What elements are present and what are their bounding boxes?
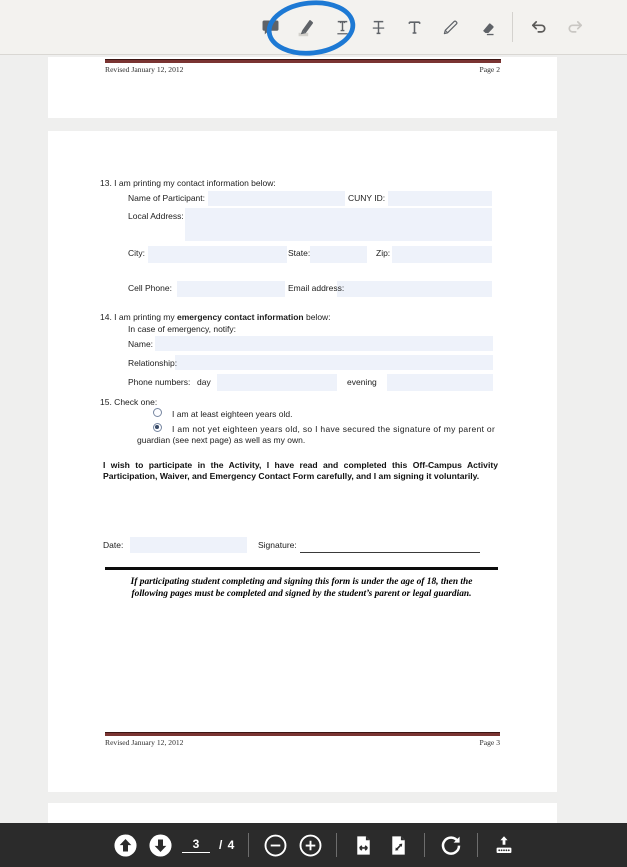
document-page-2 — [48, 57, 557, 118]
zip-field[interactable] — [392, 246, 492, 263]
text-icon — [405, 18, 424, 37]
viewer-bottom-toolbar — [0, 823, 627, 867]
phone-numbers-label: Phone numbers: — [128, 377, 191, 387]
state-label: State: — [288, 248, 311, 258]
toolbar-divider — [512, 12, 513, 42]
radio-at-least-eighteen-label: I am at least eighteen years old. — [172, 409, 293, 419]
page3-footer-pagenum: Page 3 — [479, 738, 500, 747]
fit-page-icon — [387, 834, 410, 857]
email-label: Email address: — [288, 283, 345, 293]
emergency-name-field[interactable] — [155, 336, 493, 351]
erase-tool-button[interactable] — [474, 15, 498, 39]
keyboard-up-icon — [492, 833, 516, 857]
page3-footer-revised: Revised January 12, 2012 — [105, 738, 184, 747]
fit-width-button[interactable] — [350, 832, 376, 858]
item13-heading: 13. I am printing my contact information below: — [100, 178, 276, 188]
bottom-toolbar-divider — [248, 833, 249, 857]
strikethrough-text-icon — [369, 18, 388, 37]
page-up-icon — [113, 833, 138, 858]
page3-footer-rule — [105, 732, 500, 736]
redo-button[interactable] — [563, 15, 587, 39]
phone-day-label: day — [197, 377, 211, 387]
item15-heading: 15. Check one: — [100, 397, 158, 407]
zip-label: Zip: — [376, 248, 391, 258]
undo-button[interactable] — [527, 15, 551, 39]
name-of-participant-field[interactable] — [208, 191, 345, 206]
phone-evening-label: evening — [347, 377, 377, 387]
eraser-icon — [477, 18, 496, 37]
guardian-note — [105, 576, 498, 600]
radio-not-yet-eighteen-label-line2: guardian (see next page) as well as my own. — [137, 435, 306, 445]
redo-icon — [565, 17, 585, 37]
rotate-button[interactable] — [438, 832, 464, 858]
notify-label: In case of emergency, notify: — [128, 324, 237, 334]
local-address-field[interactable] — [185, 208, 492, 241]
phone-evening-field[interactable] — [387, 374, 493, 391]
zoom-in-icon — [298, 833, 323, 858]
phone-day-field[interactable] — [217, 374, 337, 391]
name-of-participant-label: Name of Participant: — [128, 193, 206, 203]
signature-line — [300, 537, 480, 553]
guardian-note-line1: If participating student completing and signing this form is under the age of 18, then the — [130, 577, 473, 587]
page-down-button[interactable] — [147, 832, 173, 858]
bottom-toolbar-divider — [477, 833, 478, 857]
email-field[interactable] — [337, 281, 492, 297]
item14-heading — [100, 313, 331, 322]
date-label: Date: — [103, 540, 124, 550]
page2-footer-rule — [105, 59, 501, 63]
page-down-icon — [148, 833, 173, 858]
toolbar-keyboard-button[interactable] — [491, 832, 517, 858]
city-label: City: — [128, 248, 145, 258]
annotation-toolbar — [0, 0, 627, 55]
strikethrough-text-tool-button[interactable] — [366, 15, 390, 39]
fit-page-button[interactable] — [385, 832, 411, 858]
guardian-note-line2: following pages must be completed and signed by the student’s parent or legal guardian. — [131, 589, 472, 599]
bottom-toolbar-divider — [336, 833, 337, 857]
add-text-tool-button[interactable] — [402, 15, 426, 39]
radio-not-yet-eighteen-label-line1: I am not yet eighteen years old, so I have secured the signature of my parent or — [172, 424, 496, 434]
page-number-input[interactable] — [182, 837, 210, 853]
highlighter-tool-button[interactable] — [294, 15, 318, 39]
document-page-3 — [48, 131, 557, 792]
rotate-icon — [439, 833, 463, 857]
viewer-bottom-toolbar-row — [112, 823, 517, 867]
item14-heading-suffix: below: — [303, 312, 331, 322]
underline-text-tool-button[interactable] — [330, 15, 354, 39]
bottom-toolbar-divider — [424, 833, 425, 857]
document-page-4 — [48, 803, 557, 823]
comment-icon — [261, 18, 280, 37]
zoom-in-button[interactable] — [297, 832, 323, 858]
signature-label: Signature: — [258, 540, 297, 550]
item14-heading-bold: emergency contact information — [177, 312, 304, 322]
state-field[interactable] — [310, 246, 367, 263]
zoom-out-button[interactable] — [262, 832, 288, 858]
pen-icon — [441, 18, 460, 37]
affirmation-paragraph: I wish to participate in the Activity, I have read and completed this Off-Campus Activity Participation, Waiver, and Emergency Contact Form carefully, and I am signing it voluntarily. — [103, 460, 498, 481]
comment-tool-button[interactable] — [258, 15, 282, 39]
relationship-label: Relationship: — [128, 358, 178, 368]
undo-icon — [529, 17, 549, 37]
guardian-note-rule — [105, 567, 498, 570]
emergency-name-label: Name: — [128, 339, 154, 349]
radio-not-yet-eighteen[interactable] — [153, 423, 162, 432]
underline-text-icon — [333, 18, 352, 37]
annotation-toolbar-row — [258, 0, 587, 54]
radio-at-least-eighteen[interactable] — [153, 408, 162, 417]
date-field[interactable] — [130, 537, 247, 553]
local-address-label: Local Address: — [128, 211, 184, 221]
page2-footer-revised: Revised January 12, 2012 — [105, 65, 184, 74]
fit-width-icon — [352, 834, 375, 857]
page-up-button[interactable] — [112, 832, 138, 858]
cell-phone-label: Cell Phone: — [128, 283, 172, 293]
highlighter-icon — [296, 17, 316, 37]
cell-phone-field[interactable] — [177, 281, 285, 297]
cuny-id-field[interactable] — [388, 191, 492, 206]
relationship-field[interactable] — [175, 355, 493, 370]
item14-heading-prefix: 14. I am printing my — [100, 312, 178, 322]
zoom-out-icon — [263, 833, 288, 858]
page3-footer — [105, 738, 500, 747]
cuny-id-label: CUNY ID: — [348, 193, 386, 203]
city-field[interactable] — [148, 246, 287, 263]
page-total-label: / 4 — [219, 838, 236, 852]
page2-footer — [105, 65, 500, 74]
page2-footer-pagenum: Page 2 — [479, 65, 500, 74]
draw-tool-button[interactable] — [438, 15, 462, 39]
